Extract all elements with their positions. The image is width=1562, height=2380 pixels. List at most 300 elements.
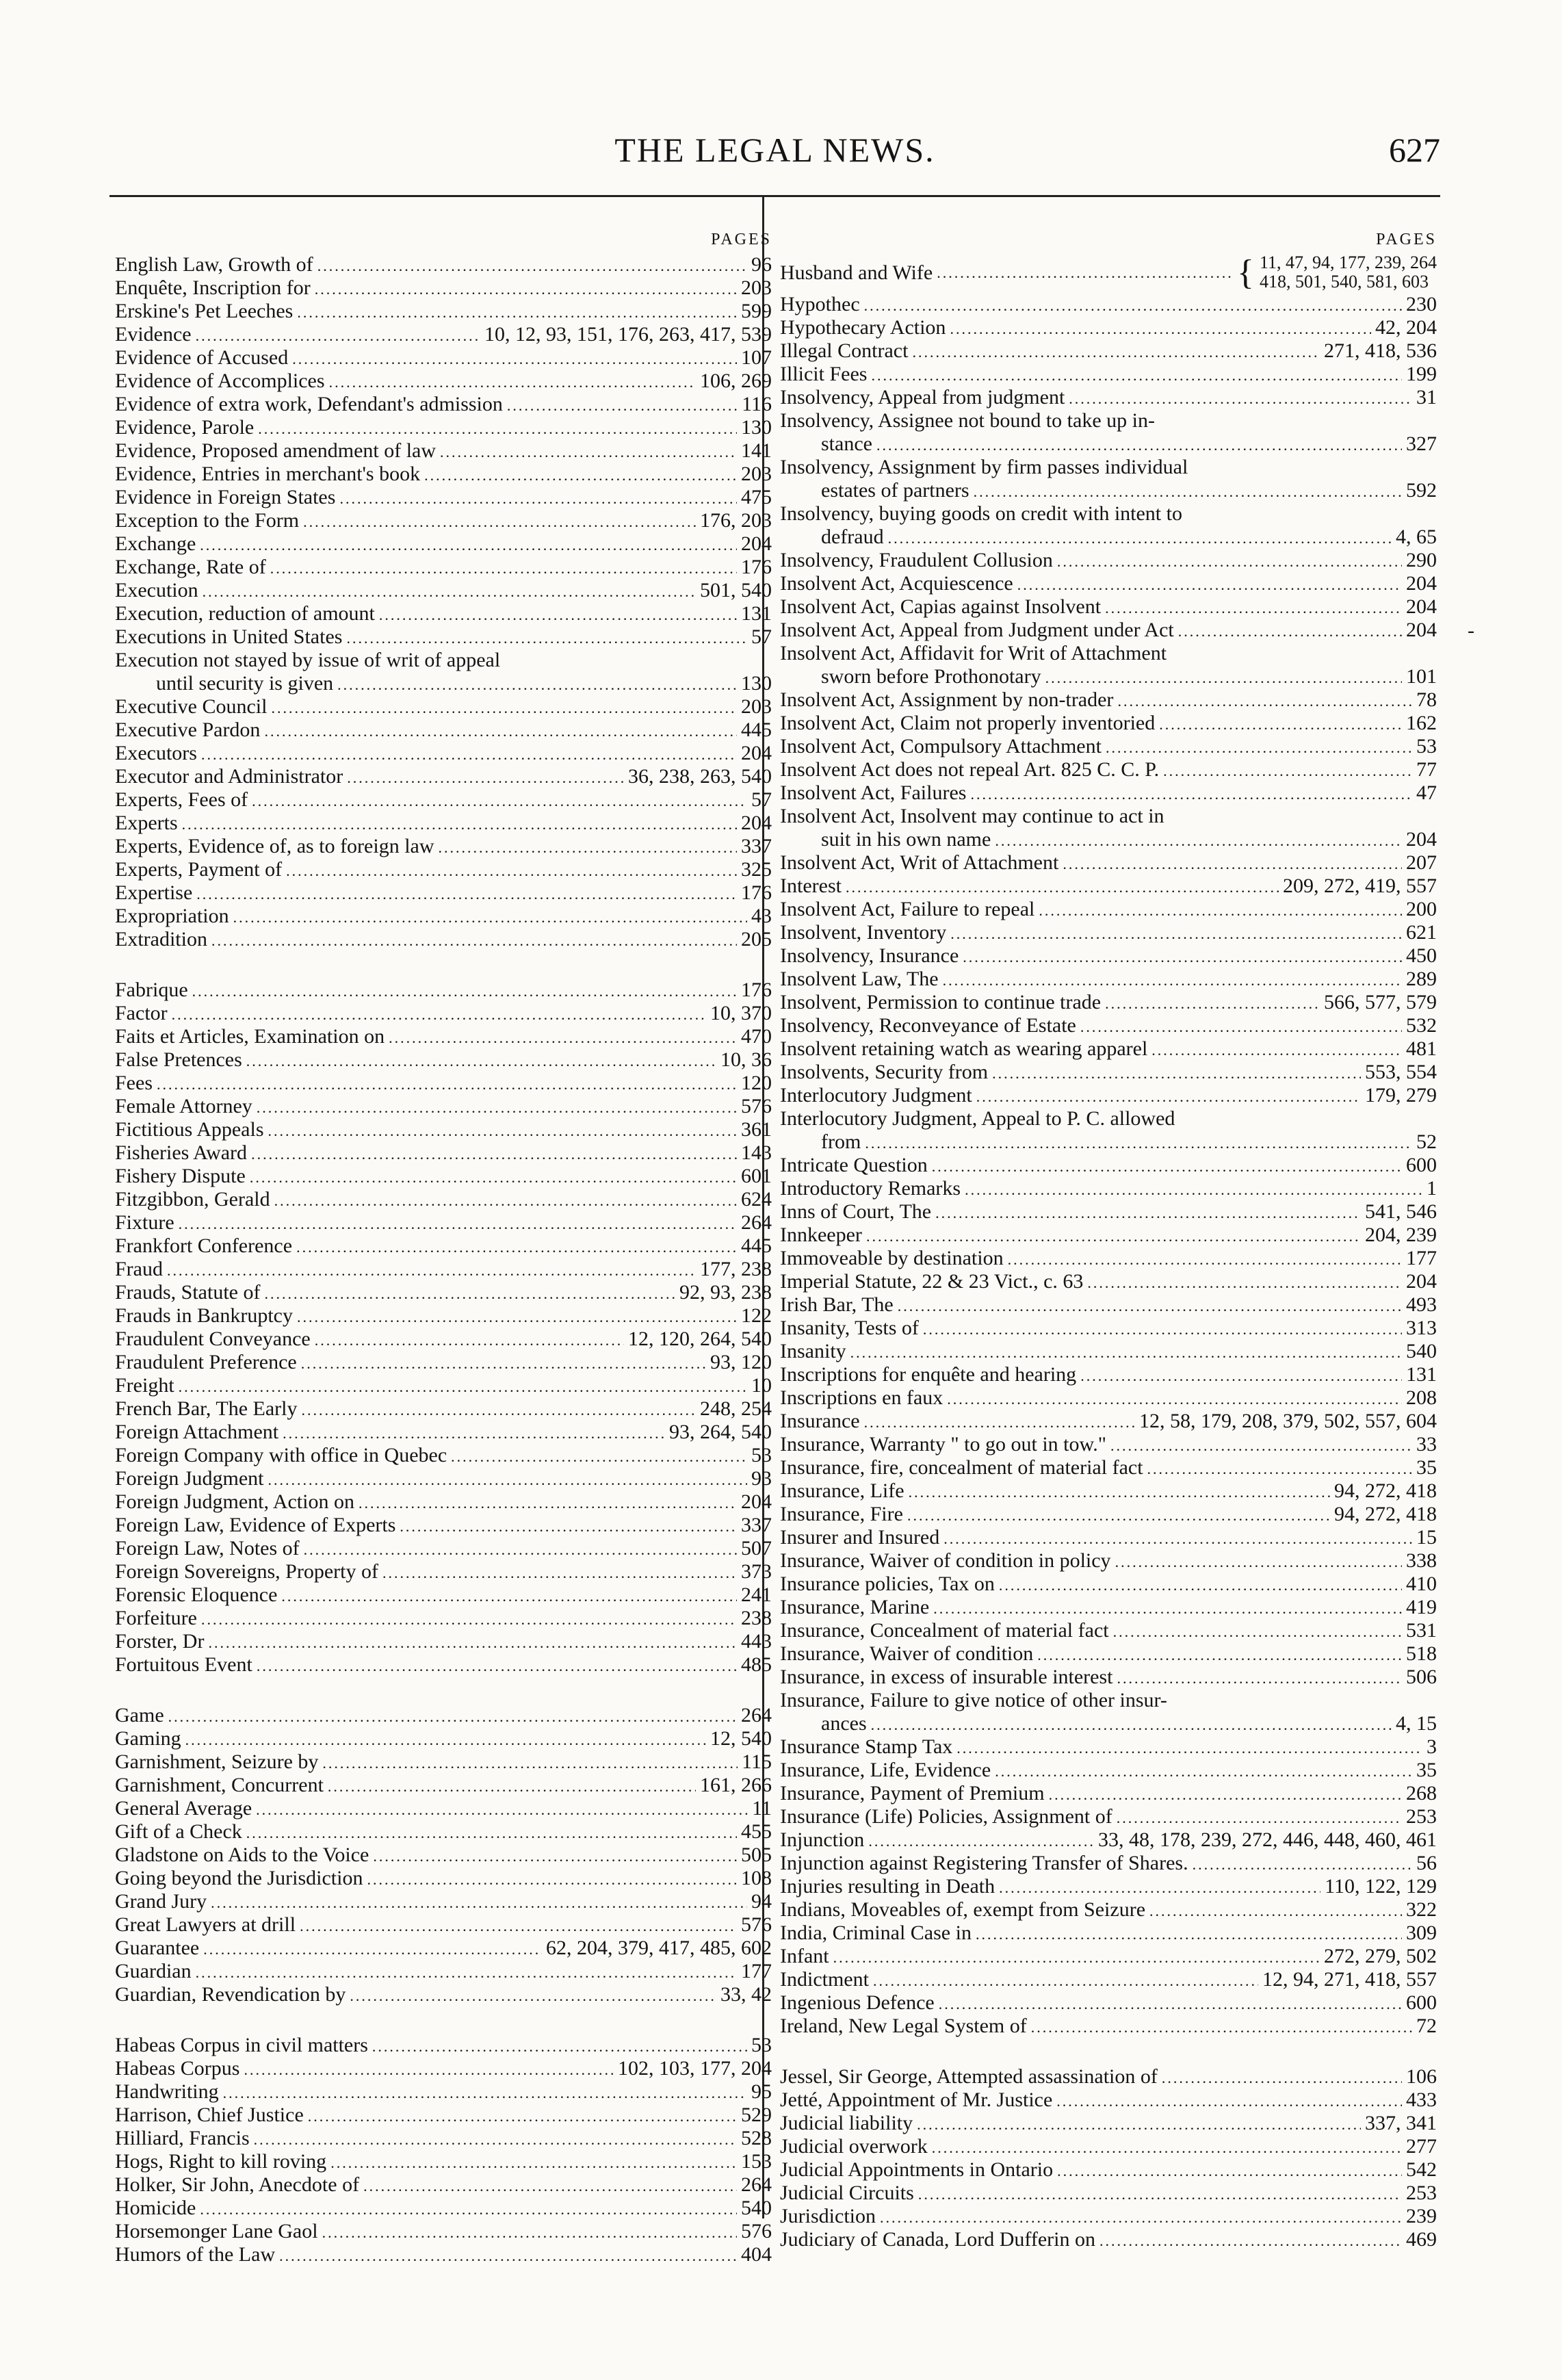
leader-dots bbox=[208, 1633, 737, 1653]
leader-dots bbox=[379, 605, 737, 625]
entry-label: Insolvency, Appeal from judgment bbox=[780, 386, 1065, 409]
index-entry bbox=[115, 1234, 772, 1258]
leader-dots bbox=[246, 1051, 716, 1072]
leader-dots bbox=[283, 1423, 665, 1444]
leader-dots bbox=[279, 2246, 737, 2266]
entry-label: Gaming bbox=[115, 1727, 181, 1750]
index-entry bbox=[780, 1922, 1437, 1945]
index-entry bbox=[115, 1304, 772, 1328]
entry-label: Inns of Court, The bbox=[780, 1200, 932, 1223]
entry-label: Inscriptions for enquête and hearing bbox=[780, 1363, 1077, 1386]
entry-pages: 419 bbox=[1406, 1596, 1437, 1618]
leader-dots bbox=[200, 2199, 737, 2220]
index-entry bbox=[115, 416, 772, 439]
entry-pages: 106, 269 bbox=[700, 370, 772, 392]
entry-label: Illicit Fees bbox=[780, 363, 868, 385]
entry-label: Guarantee bbox=[115, 1937, 200, 1959]
leader-dots bbox=[297, 1307, 737, 1328]
entry-pages: 176 bbox=[741, 556, 772, 578]
index-entry bbox=[780, 805, 1437, 851]
leader-dots bbox=[196, 326, 480, 346]
leader-dots bbox=[898, 1296, 1402, 1317]
index-entry bbox=[780, 456, 1437, 502]
entry-pages: 179, 279 bbox=[1365, 1084, 1437, 1107]
entry-pages: 108 bbox=[741, 1867, 772, 1889]
leader-dots bbox=[918, 2184, 1402, 2205]
entry-pages: 130 bbox=[741, 672, 772, 695]
index-list-left bbox=[115, 253, 772, 2266]
leader-dots bbox=[939, 1994, 1402, 2015]
section-gap bbox=[115, 1677, 772, 1704]
leader-dots bbox=[1147, 1459, 1412, 1479]
leader-dots bbox=[873, 1971, 1258, 1991]
leader-dots bbox=[296, 1237, 737, 1258]
entry-label: Insolvent Act, Affidavit for Writ of Attachment bbox=[780, 642, 1167, 664]
entry-pages: 200 bbox=[1406, 898, 1437, 920]
leader-dots bbox=[1037, 1645, 1402, 1666]
entry-pages: 528 bbox=[741, 2127, 772, 2149]
index-entry bbox=[780, 758, 1437, 781]
entry-pages: 277 bbox=[1406, 2135, 1437, 2158]
index-entry bbox=[780, 1200, 1437, 1224]
index-entry bbox=[115, 2034, 772, 2057]
entry-pages: 445 bbox=[741, 719, 772, 741]
index-entry bbox=[115, 556, 772, 579]
leader-dots bbox=[201, 745, 737, 765]
leader-dots bbox=[868, 1831, 1094, 1852]
entry-pages: 110, 122, 129 bbox=[1325, 1875, 1437, 1898]
entry-pages: 532 bbox=[1406, 1014, 1437, 1037]
index-entry bbox=[115, 486, 772, 509]
entry-label: Insurance, Life, Evidence bbox=[780, 1759, 991, 1781]
entry-label: Fraudulent Conveyance bbox=[115, 1328, 311, 1350]
index-entry bbox=[115, 1630, 772, 1653]
index-entry bbox=[115, 928, 772, 951]
entry-label: Evidence, Entries in merchant's book bbox=[115, 463, 421, 485]
index-entry bbox=[780, 991, 1437, 1014]
index-entry bbox=[780, 1293, 1437, 1317]
entry-label: Imperial Statute, 22 & 23 Vict., c. 63 bbox=[780, 1270, 1084, 1293]
entry-pages: 241 bbox=[741, 1583, 772, 1606]
leader-dots bbox=[286, 861, 737, 881]
entry-pages: 141 bbox=[741, 439, 772, 462]
entry-pages: 542 bbox=[1406, 2158, 1437, 2181]
entry-label: Forensic Eloquence bbox=[115, 1583, 278, 1606]
entry-pages: 289 bbox=[1406, 968, 1437, 990]
entry-pages: 153 bbox=[741, 2150, 772, 2173]
entry-label: Insanity, Tests of bbox=[780, 1317, 919, 1339]
leader-dots bbox=[201, 1609, 737, 1630]
entry-label: Execution, reduction of amount bbox=[115, 602, 375, 625]
index-entry bbox=[115, 765, 772, 788]
entry-pages: 78 bbox=[1416, 688, 1437, 711]
entry-label: Illegal Contract bbox=[780, 339, 909, 362]
entry-pages: 57 bbox=[751, 625, 772, 648]
entry-pages-line: 11, 47, 94, 177, 239, 264 bbox=[1259, 253, 1437, 272]
leader-dots bbox=[999, 1575, 1402, 1596]
entry-pages: 122 bbox=[741, 1304, 772, 1327]
entry-label: Insolvency, Reconveyance of Estate bbox=[780, 1014, 1076, 1037]
entry-label: Evidence, Proposed amendment of law bbox=[115, 439, 437, 462]
entry-pages: 53 bbox=[751, 2034, 772, 2056]
entry-pages: 161, 266 bbox=[700, 1774, 772, 1796]
index-entry bbox=[780, 502, 1437, 549]
entry-label: Injunction against Registering Transfer of Shares. bbox=[780, 1852, 1188, 1874]
entry-pages: 501, 540 bbox=[700, 579, 772, 602]
entry-label: Forfeiture bbox=[115, 1607, 197, 1629]
index-entry-braced bbox=[780, 253, 1437, 293]
entry-label: Insanity bbox=[780, 1340, 846, 1362]
leader-dots bbox=[1159, 714, 1402, 735]
pages-column-heading: PAGES bbox=[711, 231, 772, 248]
entry-label: Fitzgibbon, Gerald bbox=[115, 1188, 270, 1211]
index-entry bbox=[115, 1797, 772, 1820]
entry-label: Insolvent Act, Compulsory Attachment bbox=[780, 735, 1102, 758]
entry-pages bbox=[1260, 254, 1437, 292]
entry-pages: 177 bbox=[1406, 1247, 1437, 1269]
index-entry bbox=[115, 1537, 772, 1560]
leader-dots bbox=[329, 372, 696, 393]
entry-pages: 455 bbox=[741, 1820, 772, 1843]
entry-label: Indictment bbox=[780, 1968, 869, 1991]
entry-label: Insurance, Waiver of condition in policy bbox=[780, 1549, 1111, 1572]
entry-label: Frauds, Statute of bbox=[115, 1281, 261, 1304]
leader-dots bbox=[264, 721, 737, 742]
leader-dots bbox=[1017, 575, 1402, 595]
entry-pages: 120 bbox=[741, 1072, 772, 1094]
entry-pages: 130 bbox=[741, 416, 772, 439]
leader-dots bbox=[1178, 621, 1402, 642]
index-entry bbox=[115, 2173, 772, 2197]
entry-pages: 95 bbox=[751, 2080, 772, 2103]
index-entry bbox=[780, 1945, 1437, 1968]
leader-dots bbox=[1117, 1808, 1402, 1828]
leader-dots bbox=[995, 1761, 1412, 1782]
entry-label: Insolvent Act, Failure to repeal bbox=[780, 898, 1035, 920]
entry-label: Ireland, New Legal System of bbox=[780, 2015, 1027, 2037]
leader-dots bbox=[1008, 1250, 1402, 1270]
entry-label: Insurance, Concealment of material fact bbox=[780, 1619, 1109, 1642]
index-entry bbox=[780, 1898, 1437, 1922]
index-entry bbox=[780, 1875, 1437, 1898]
entry-label: Exchange, Rate of bbox=[115, 556, 266, 578]
leader-dots bbox=[850, 1343, 1402, 1363]
entry-label: Fortuitous Event bbox=[115, 1653, 252, 1676]
leader-dots bbox=[179, 1377, 747, 1397]
entry-pages: 264 bbox=[741, 2173, 772, 2196]
page-title: THE LEGAL NEWS. bbox=[614, 131, 935, 169]
leader-dots bbox=[350, 1986, 716, 2006]
leader-dots bbox=[1110, 1436, 1412, 1456]
leader-dots bbox=[233, 907, 747, 928]
index-entry bbox=[115, 1844, 772, 1867]
entry-pages: 506 bbox=[1406, 1666, 1437, 1688]
leader-dots bbox=[865, 1133, 1412, 1154]
leader-dots bbox=[270, 558, 737, 579]
entry-label: Interlocutory Judgment bbox=[780, 1084, 972, 1107]
leader-dots bbox=[337, 675, 737, 695]
entry-label: Extradition bbox=[115, 928, 207, 950]
entry-label-continued: from bbox=[821, 1130, 861, 1153]
page-header bbox=[109, 130, 1440, 171]
leader-dots bbox=[943, 970, 1402, 991]
leader-dots bbox=[203, 1939, 542, 1960]
entry-label: Fraud bbox=[115, 1258, 163, 1280]
entry-pages: 485 bbox=[741, 1653, 772, 1676]
index-entry bbox=[115, 1820, 772, 1844]
entry-label: Holker, Sir John, Anecdote of bbox=[115, 2173, 360, 2196]
entry-label: Foreign Sovereigns, Property of bbox=[115, 1560, 378, 1583]
leader-dots bbox=[888, 528, 1392, 549]
entry-pages: 621 bbox=[1406, 921, 1437, 944]
entry-label: Hypothec bbox=[780, 293, 860, 315]
entry-label: Humors of the Law bbox=[115, 2243, 276, 2266]
entry-label: Insurance, Life bbox=[780, 1479, 904, 1502]
leader-dots bbox=[257, 1656, 737, 1677]
index-entry bbox=[780, 2065, 1437, 2088]
index-entry bbox=[115, 788, 772, 812]
entry-pages: 177, 238 bbox=[700, 1258, 772, 1280]
index-entry bbox=[780, 968, 1437, 991]
entry-pages: 230 bbox=[1406, 293, 1437, 315]
entry-pages: 35 bbox=[1416, 1759, 1437, 1781]
index-entry bbox=[115, 509, 772, 532]
leader-dots bbox=[909, 1482, 1330, 1503]
index-entry bbox=[115, 1397, 772, 1421]
entry-label: Guardian bbox=[115, 1960, 192, 1982]
entry-pages: 204 bbox=[1406, 595, 1437, 618]
entry-label: French Bar, The Early bbox=[115, 1397, 298, 1420]
leader-dots bbox=[932, 2138, 1402, 2158]
entry-pages: 531 bbox=[1406, 1619, 1437, 1642]
entry-label: Innkeeper bbox=[780, 1224, 862, 1246]
leader-dots bbox=[328, 1776, 696, 1797]
index-entry bbox=[780, 1247, 1437, 1270]
index-entry bbox=[780, 781, 1437, 805]
entry-pages: 116 bbox=[742, 393, 772, 415]
entry-pages: 96 bbox=[751, 253, 772, 276]
leader-dots bbox=[256, 1800, 748, 1820]
leader-dots bbox=[933, 1599, 1402, 1619]
leader-dots bbox=[315, 1330, 624, 1351]
entry-label: Enquête, Inscription for bbox=[115, 276, 311, 299]
entry-pages: 322 bbox=[1406, 1898, 1437, 1921]
entry-pages: 11 bbox=[752, 1797, 772, 1820]
index-entry bbox=[115, 1774, 772, 1797]
index-entry bbox=[115, 1374, 772, 1397]
leader-dots bbox=[1069, 389, 1412, 409]
index-entry bbox=[115, 439, 772, 463]
leader-dots bbox=[866, 1226, 1361, 1247]
index-entry bbox=[780, 851, 1437, 875]
entry-pages: 624 bbox=[741, 1188, 772, 1211]
leader-dots bbox=[1163, 761, 1412, 781]
entry-pages: 208 bbox=[1406, 1386, 1437, 1409]
leader-dots bbox=[252, 791, 747, 812]
entry-pages: 505 bbox=[741, 1844, 772, 1866]
leader-dots bbox=[274, 1191, 737, 1211]
entry-pages: 445 bbox=[741, 1234, 772, 1257]
entry-pages: 361 bbox=[741, 1118, 772, 1141]
leader-dots bbox=[451, 1447, 747, 1467]
index-entry bbox=[115, 1750, 772, 1774]
entry-label: Evidence in Foreign States bbox=[115, 486, 336, 508]
entry-pages: 176, 203 bbox=[700, 509, 772, 532]
index-entry bbox=[115, 1095, 772, 1118]
entry-label: Executor and Administrator bbox=[115, 765, 343, 788]
index-entry bbox=[780, 1828, 1437, 1852]
index-entry bbox=[115, 1002, 772, 1025]
leader-dots bbox=[864, 296, 1402, 316]
entry-pages: 204 bbox=[741, 532, 772, 555]
leader-dots bbox=[937, 261, 1233, 285]
index-entry bbox=[780, 2015, 1437, 2038]
entry-label: Going beyond the Jurisdiction bbox=[115, 1867, 363, 1889]
index-entry bbox=[780, 1037, 1437, 1061]
entry-label: Evidence of Accomplices bbox=[115, 370, 325, 392]
leader-dots bbox=[1080, 1366, 1402, 1386]
entry-pages: 238 bbox=[741, 1607, 772, 1629]
index-entry bbox=[115, 579, 772, 602]
entry-label-continued: estates of partners bbox=[821, 479, 969, 502]
entry-pages: 12, 94, 271, 418, 557 bbox=[1262, 1968, 1437, 1991]
leader-dots bbox=[1039, 901, 1402, 921]
index-entry bbox=[115, 2127, 772, 2150]
entry-label: Grand Jury bbox=[115, 1890, 207, 1913]
index-entry bbox=[780, 1410, 1437, 1433]
entry-label: Foreign Attachment bbox=[115, 1421, 279, 1443]
leader-dots bbox=[1193, 1854, 1412, 1875]
leader-dots bbox=[932, 1156, 1402, 1177]
leader-dots bbox=[943, 1529, 1412, 1549]
leader-dots bbox=[372, 2036, 747, 2057]
index-list-right bbox=[780, 293, 1437, 2251]
leader-dots bbox=[185, 1730, 706, 1750]
entry-label: Garnishment, Concurrent bbox=[115, 1774, 324, 1796]
entry-label: Insolvency, Assignment by firm passes individual bbox=[780, 456, 1188, 478]
leader-dots bbox=[297, 302, 737, 323]
entry-label: Evidence of Accused bbox=[115, 346, 289, 369]
index-entry bbox=[115, 835, 772, 858]
index-entry bbox=[115, 742, 772, 765]
entry-label: Fixture bbox=[115, 1211, 174, 1234]
entry-pages: 493 bbox=[1406, 1293, 1437, 1316]
leader-dots bbox=[339, 489, 737, 509]
leader-dots bbox=[268, 1121, 738, 1141]
entry-label: Foreign Judgment, Action on bbox=[115, 1490, 354, 1513]
entry-label-continued: sworn before Prothonotary bbox=[821, 665, 1041, 688]
index-entry bbox=[780, 1340, 1437, 1363]
entry-pages: 3 bbox=[1427, 1735, 1437, 1758]
leader-dots bbox=[907, 1505, 1330, 1526]
entry-pages: 102, 103, 177, 204 bbox=[618, 2057, 772, 2080]
entry-pages: 507 bbox=[741, 1537, 772, 1560]
index-entry bbox=[780, 1363, 1437, 1386]
entry-label-continued: stance bbox=[821, 432, 872, 455]
entry-pages: 94, 272, 418 bbox=[1334, 1503, 1437, 1525]
entry-label: Insurance (Life) Policies, Assignment of bbox=[780, 1805, 1112, 1828]
entry-label: General Average bbox=[115, 1797, 252, 1820]
index-entry bbox=[115, 1937, 772, 1960]
entry-label: Erskine's Pet Leeches bbox=[115, 300, 294, 322]
entry-label: Horsemonger Lane Gaol bbox=[115, 2220, 318, 2242]
leader-dots bbox=[196, 884, 737, 905]
entry-label: Indians, Moveables of, exempt from Seizure bbox=[780, 1898, 1146, 1921]
entry-label: Jurisdiction bbox=[780, 2205, 876, 2227]
entry-label: Insolvent, Permission to continue trade bbox=[780, 991, 1102, 1013]
index-entry bbox=[780, 386, 1437, 409]
entry-label: Expropriation bbox=[115, 905, 229, 927]
entry-label: Expertise bbox=[115, 881, 193, 904]
entry-label: Infant bbox=[780, 1945, 829, 1967]
entry-pages: 540 bbox=[741, 2197, 772, 2219]
index-entry bbox=[115, 905, 772, 928]
index-entry bbox=[780, 1479, 1437, 1503]
section-gap bbox=[780, 2038, 1437, 2065]
leader-dots bbox=[1099, 2231, 1402, 2251]
entry-pages: 204, 239 bbox=[1365, 1224, 1437, 1246]
entry-label: Fabrique bbox=[115, 979, 188, 1001]
entry-pages: 475 bbox=[741, 486, 772, 508]
index-entry bbox=[780, 1177, 1437, 1200]
index-entry bbox=[780, 2228, 1437, 2251]
index-entry bbox=[115, 1444, 772, 1467]
index-entry bbox=[115, 1351, 772, 1374]
entry-label: Gladstone on Aids to the Voice bbox=[115, 1844, 369, 1866]
index-entry bbox=[780, 1270, 1437, 1293]
index-entry bbox=[780, 2182, 1437, 2205]
entry-pages: 62, 204, 379, 417, 485, 602 bbox=[546, 1937, 772, 1959]
entry-pages: 106 bbox=[1406, 2065, 1437, 2088]
entry-pages: 204 bbox=[1406, 828, 1437, 851]
entry-label: Judicial overwork bbox=[780, 2135, 928, 2158]
entry-pages: 177 bbox=[741, 1960, 772, 1982]
index-entry bbox=[115, 1727, 772, 1750]
leader-dots bbox=[211, 931, 737, 951]
entry-pages: 481 bbox=[1406, 1037, 1437, 1060]
entry-label: False Pretences bbox=[115, 1048, 242, 1071]
entry-label: Insurance policies, Tax on bbox=[780, 1573, 995, 1595]
leader-dots bbox=[301, 1400, 696, 1421]
entry-pages: 290 bbox=[1406, 549, 1437, 571]
entry-pages: 373 bbox=[741, 1560, 772, 1583]
entry-label: Executors bbox=[115, 742, 197, 764]
entry-label: Insolvent Act does not repeal Art. 825 C. C. P. bbox=[780, 758, 1160, 781]
entry-label: Insurance, Payment of Premium bbox=[780, 1782, 1045, 1805]
entry-pages: 93, 120 bbox=[710, 1351, 772, 1373]
index-entry bbox=[780, 2088, 1437, 2112]
index-entry bbox=[780, 735, 1437, 758]
entry-label-continued: until security is given bbox=[156, 672, 334, 695]
index-entry bbox=[115, 1211, 772, 1234]
leader-dots bbox=[172, 1005, 706, 1025]
index-entry bbox=[780, 898, 1437, 921]
leader-dots bbox=[196, 1963, 737, 1983]
index-entry bbox=[780, 1224, 1437, 1247]
leader-dots bbox=[157, 1074, 737, 1095]
entry-label: Freight bbox=[115, 1374, 174, 1397]
index-entry bbox=[115, 2057, 772, 2080]
leader-dots bbox=[308, 2106, 737, 2127]
entry-pages: 131 bbox=[741, 602, 772, 625]
entry-pages: 94 bbox=[751, 1890, 772, 1913]
entry-pages: 540 bbox=[1406, 1340, 1437, 1362]
entry-label: Evidence, Parole bbox=[115, 416, 255, 439]
entry-label: Executive Council bbox=[115, 695, 268, 718]
leader-dots bbox=[1115, 1552, 1402, 1573]
index-entry bbox=[115, 393, 772, 416]
entry-pages: 337 bbox=[741, 835, 772, 857]
